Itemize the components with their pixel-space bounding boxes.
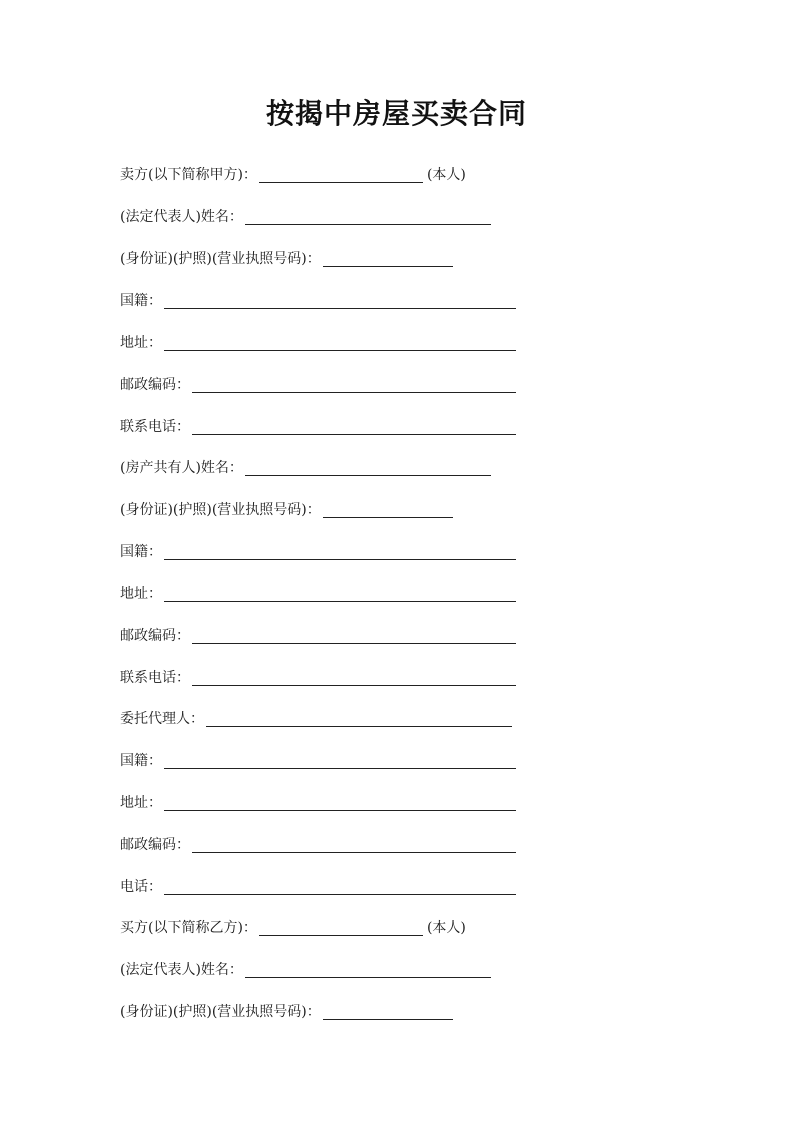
form-row-address (120, 582, 518, 606)
field-label: (房产共有人)姓名： (120, 460, 243, 476)
field-label: 国籍： (120, 753, 162, 769)
page-title: 按揭中房屋买卖合同 (265, 97, 527, 130)
blank-line[interactable] (164, 544, 516, 560)
form-row-nationality (120, 540, 518, 564)
blank-line[interactable] (192, 670, 516, 686)
form-row-agent (120, 707, 514, 731)
blank-line[interactable] (323, 1004, 453, 1020)
form-row-id-number (120, 1000, 455, 1024)
form-row-phone (120, 415, 518, 439)
blank-line[interactable] (192, 377, 516, 393)
field-label: 邮政编码： (120, 628, 190, 644)
form-row-nationality (120, 289, 518, 313)
form-row-nationality (120, 749, 518, 773)
blank-line[interactable] (164, 879, 516, 895)
form-row-postal-code (120, 373, 518, 397)
field-label: 委托代理人： (120, 711, 204, 727)
form-row-phone (120, 666, 518, 690)
form-row-legal-rep-name (120, 958, 493, 982)
form-row-phone (120, 875, 518, 899)
field-label: 地址： (120, 795, 162, 811)
field-label: 电话： (120, 879, 162, 895)
form-row-co-owner-name (120, 456, 493, 480)
blank-line[interactable] (259, 920, 423, 936)
form-row-id-number (120, 498, 455, 522)
form-row-legal-rep-name (120, 205, 493, 229)
blank-line[interactable] (192, 628, 516, 644)
form-row-buyer (120, 916, 466, 940)
blank-line[interactable] (164, 586, 516, 602)
field-label: (身份证)(护照)(营业执照号码)： (120, 1004, 321, 1020)
field-label: 邮政编码： (120, 837, 190, 853)
form-row-id-number (120, 247, 455, 271)
blank-line[interactable] (245, 209, 491, 225)
field-label: (法定代表人)姓名： (120, 962, 243, 978)
form-row-address (120, 791, 518, 815)
form-row-postal-code (120, 624, 518, 648)
form-row-address (120, 331, 518, 355)
field-suffix: (本人) (426, 920, 466, 936)
field-label: 国籍： (120, 544, 162, 560)
blank-line[interactable] (206, 711, 512, 727)
field-label: 地址： (120, 335, 162, 351)
field-label: (身份证)(护照)(营业执照号码)： (120, 502, 321, 518)
field-label: 国籍： (120, 293, 162, 309)
field-label: 买方(以下简称乙方)： (120, 920, 257, 936)
field-suffix: (本人) (426, 167, 466, 183)
blank-line[interactable] (259, 167, 423, 183)
blank-line[interactable] (192, 419, 516, 435)
field-label: 联系电话： (120, 670, 190, 686)
blank-line[interactable] (164, 335, 516, 351)
blank-line[interactable] (192, 837, 516, 853)
field-label: 联系电话： (120, 419, 190, 435)
field-label: (法定代表人)姓名： (120, 209, 243, 225)
blank-line[interactable] (245, 460, 491, 476)
field-label: 邮政编码： (120, 377, 190, 393)
form-row-postal-code (120, 833, 518, 857)
blank-line[interactable] (323, 502, 453, 518)
field-label: (身份证)(护照)(营业执照号码)： (120, 251, 321, 267)
blank-line[interactable] (164, 795, 516, 811)
blank-line[interactable] (164, 293, 516, 309)
field-label: 卖方(以下简称甲方)： (120, 167, 257, 183)
blank-line[interactable] (245, 962, 491, 978)
blank-line[interactable] (323, 251, 453, 267)
blank-line[interactable] (164, 753, 516, 769)
form-row-seller (120, 163, 466, 187)
field-label: 地址： (120, 586, 162, 602)
